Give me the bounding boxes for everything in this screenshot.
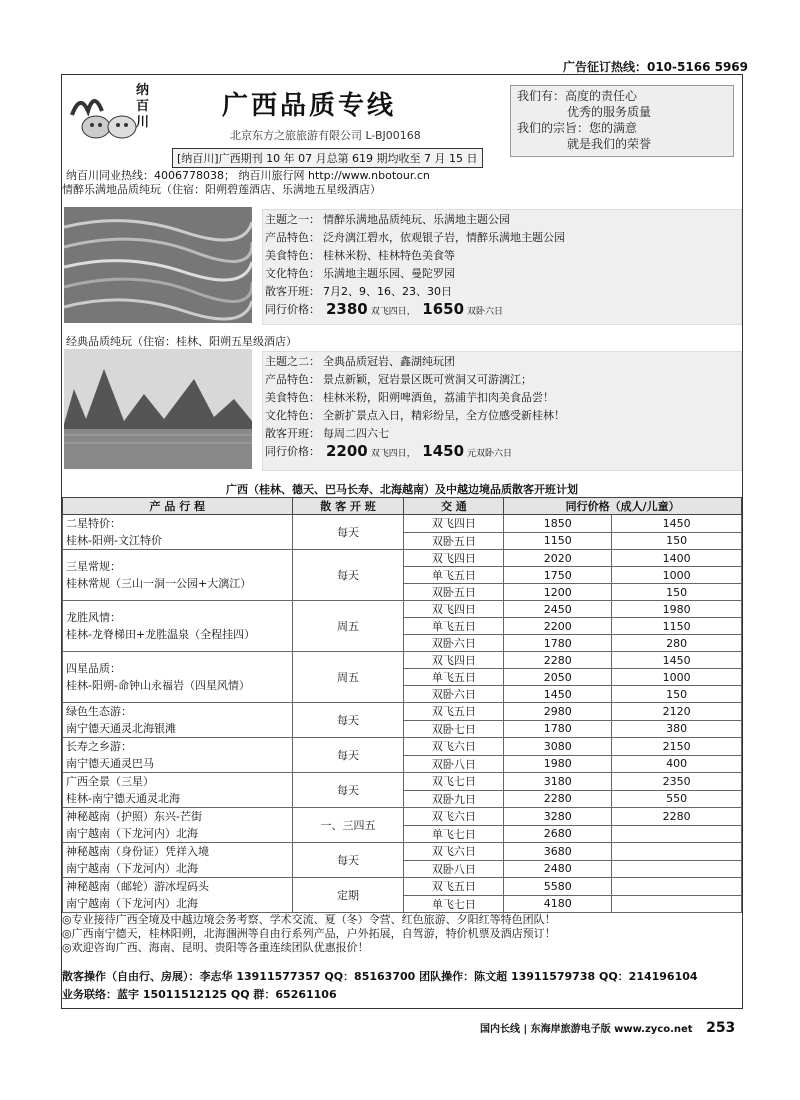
child-price: 1450: [422, 442, 465, 460]
adult-price-cell: 2480: [504, 860, 612, 878]
info-label: 文化特色：: [265, 409, 320, 422]
info-label: 主题之一：: [265, 213, 320, 226]
product-cell: [63, 773, 293, 808]
notes: [62, 913, 742, 955]
info-value: 7月2、9、16、23、30日: [323, 285, 452, 298]
child-price-cell: 150: [612, 686, 742, 703]
child-price-cell: [612, 825, 742, 843]
info-value: 全新扩景点入日，精彩纷呈，全方位感受新桂林！: [323, 409, 565, 422]
child-price-cell: [612, 860, 742, 878]
info-label: 美食特色：: [265, 391, 320, 404]
product-cell: [63, 878, 293, 913]
transport-cell: 双飞六日: [404, 843, 504, 861]
info-row: [263, 246, 741, 264]
info-label: 散客开班：: [265, 285, 320, 298]
transport-cell: 单飞七日: [404, 895, 504, 913]
info-label: 散客开班：: [265, 427, 320, 440]
adult-price-cell: 2680: [504, 825, 612, 843]
table-row: [63, 843, 742, 861]
col-header-price: 同行价格（成人/儿童）: [504, 498, 742, 515]
child-price-cell: 1000: [612, 669, 742, 686]
child-price-cell: 280: [612, 635, 742, 652]
adult-price-note: 双飞四日，: [370, 449, 416, 459]
company-name: 北京东方之旅旅游有限公司 L-BJ00168: [230, 129, 421, 142]
adult-price: 2200: [326, 442, 368, 460]
price-label: 同行价格：: [265, 445, 320, 458]
table-row: [63, 773, 742, 791]
child-price-cell: 400: [612, 755, 742, 773]
operators: [62, 968, 742, 1004]
adult-price: 2380: [326, 300, 368, 318]
product-cell: [63, 550, 293, 601]
schedule-cell: 每天: [292, 515, 404, 550]
adult-price-cell: 1750: [504, 567, 612, 584]
info-row: [263, 282, 741, 300]
transport-cell: 双卧五日: [404, 584, 504, 601]
info-value: 乐满地主题乐园、曼陀罗园: [323, 267, 455, 280]
product-cell: [63, 652, 293, 703]
price-row: [263, 300, 741, 318]
info-value: 全典品质冠岩、鑫湖纯玩团: [323, 355, 455, 368]
col-header-product: 产 品 行 程: [63, 498, 293, 515]
adult-price-cell: 2280: [504, 652, 612, 669]
transport-cell: 单飞五日: [404, 618, 504, 635]
price-label: 同行价格：: [265, 303, 320, 316]
ops-line: 业务联络：蓝宇 15011512125 QQ 群：65261106: [62, 988, 337, 1001]
transport-cell: 双飞五日: [404, 878, 504, 896]
note-line: ◎广西南宁德天，桂林阳朔，北海涠洲等自由行系列产品，户外拓展，自驾游，特价机票及酒店预订！: [62, 927, 556, 940]
col-header-transport: 交 通: [404, 498, 504, 515]
info-value: 桂林米粉、桂林特色美食等: [323, 249, 455, 262]
adult-price-cell: 2450: [504, 601, 612, 618]
info-row: [263, 228, 741, 246]
info-label: 主题之二：: [265, 355, 320, 368]
info-row: [263, 406, 741, 424]
adult-price-cell: 1980: [504, 755, 612, 773]
product-route: 桂林-龙脊梯田+龙胜温泉（全程挂四）: [66, 628, 256, 641]
transport-cell: 双飞五日: [404, 703, 504, 721]
transport-cell: 双卧六日: [404, 635, 504, 652]
col-header-schedule: 散 客 开 班: [292, 498, 404, 515]
product-name: 神秘越南（邮轮）游冰埕码头: [66, 880, 209, 893]
slogan-line: 优秀的服务质量: [567, 105, 652, 119]
adult-price-cell: 4180: [504, 895, 612, 913]
table-row: [63, 703, 742, 721]
transport-cell: 双卧六日: [404, 686, 504, 703]
transport-cell: 单飞七日: [404, 825, 504, 843]
info-value: 每周二四六七: [323, 427, 389, 440]
schedule-cell: 每天: [292, 738, 404, 773]
product-cell: [63, 808, 293, 843]
adult-price-cell: 1780: [504, 635, 612, 652]
product-route: 南宁德天通灵北海银滩: [66, 722, 176, 735]
route1-section-title: 情醉乐满地品质纯玩（住宿：阳朔碧莲酒店、乐满地五星级酒店）: [62, 183, 381, 196]
child-price-cell: 150: [612, 532, 742, 550]
issue-info: [纳百川]广西期刊 10 年 07 月总第 619 期均收至 7 月 15 日: [172, 148, 483, 168]
table-row: [63, 550, 742, 567]
schedule-cell: 每天: [292, 843, 404, 878]
ops-line: 散客操作（自由行、房展）：李志华 13911577357 QQ：85163700 团队操作：陈文超 13911579738 QQ：214196104: [62, 970, 698, 983]
child-price-note: 元双卧六日: [467, 449, 513, 459]
product-name: 二星特价：: [66, 517, 121, 530]
child-price-cell: [612, 895, 742, 913]
brand-name: 纳百川: [136, 83, 150, 130]
child-price-cell: 1980: [612, 601, 742, 618]
product-name: 神秘越南（身份证）凭祥入境: [66, 845, 209, 858]
adult-price-cell: 1780: [504, 720, 612, 738]
product-cell: [63, 738, 293, 773]
adult-price-cell: 2050: [504, 669, 612, 686]
info-value: 桂林米粉，阳朔啤酒鱼，荔浦芋扣肉美食品尝！: [323, 391, 554, 404]
slogan-box: [510, 85, 734, 157]
child-price-cell: [612, 843, 742, 861]
child-price-cell: 1400: [612, 550, 742, 567]
table-row: [63, 878, 742, 896]
route2: [62, 349, 742, 471]
child-price-cell: 550: [612, 790, 742, 808]
schedule-cell: 每天: [292, 773, 404, 808]
adult-price-cell: 1200: [504, 584, 612, 601]
product-route: 南宁德天通灵巴马: [66, 757, 154, 770]
adult-price-cell: 1150: [504, 532, 612, 550]
table-row: [63, 738, 742, 756]
route1-info: [262, 209, 742, 325]
route2-info: [262, 351, 742, 471]
adult-price-cell: 2200: [504, 618, 612, 635]
transport-cell: 双飞七日: [404, 773, 504, 791]
price-row: [263, 442, 741, 460]
brand-title: 广西品质专线: [222, 91, 397, 121]
slogan-line: 我们有：高度的责任心: [517, 89, 638, 103]
route1: [62, 207, 742, 325]
child-price-note: 双卧六日: [467, 307, 504, 317]
page-footer: [480, 1020, 735, 1036]
adult-price-note: 双飞四日，: [370, 307, 416, 317]
schedule-cell: 每天: [292, 703, 404, 738]
table-row: [63, 601, 742, 618]
adult-price-cell: 5580: [504, 878, 612, 896]
transport-cell: 双飞四日: [404, 601, 504, 618]
adult-price-cell: 1450: [504, 686, 612, 703]
transport-cell: 单飞五日: [404, 669, 504, 686]
lijiang-photo: [64, 349, 252, 469]
info-label: 产品特色：: [265, 373, 320, 386]
product-route: 桂林-南宁德天通灵北海: [66, 792, 180, 805]
product-name: 四星品质：: [66, 662, 121, 675]
child-price-cell: 1000: [612, 567, 742, 584]
schedule-banner: 广西（桂林、德天、巴马长寿、北海越南）及中越边境品质散客开班计划: [226, 483, 578, 496]
note-line: ◎欢迎咨询广西、海南、昆明、贵阳等各重连续团队优惠报价！: [62, 941, 369, 954]
adult-price-cell: 1850: [504, 515, 612, 533]
child-price-cell: 1450: [612, 515, 742, 533]
page-number: 253: [706, 1020, 736, 1036]
contact-line: 纳百川同业热线：4006778038； 纳百川旅行网 http://www.nbotour.cn: [66, 169, 430, 182]
adult-price-cell: 3680: [504, 843, 612, 861]
product-route: 南宁越南（下龙河内）北海: [66, 862, 198, 875]
adult-price-cell: 2020: [504, 550, 612, 567]
transport-cell: 单飞五日: [404, 567, 504, 584]
schedule-cell: 周五: [292, 652, 404, 703]
product-name: 三星常规：: [66, 560, 121, 573]
table-row: [63, 652, 742, 669]
product-name: 神秘越南（护照）东兴-芒街: [66, 810, 202, 823]
terraces-photo: [64, 207, 252, 323]
child-price-cell: 2280: [612, 808, 742, 826]
route2-section-title: 经典品质纯玩（住宿：桂林、阳朔五星级酒店）: [66, 335, 297, 348]
info-row: [263, 370, 741, 388]
transport-cell: 双飞四日: [404, 550, 504, 567]
table-header-row: [63, 498, 742, 515]
transport-cell: 双飞四日: [404, 652, 504, 669]
product-route: 南宁越南（下龙河内）北海: [66, 827, 198, 840]
schedule-cell: 一、三四五: [292, 808, 404, 843]
child-price-cell: [612, 878, 742, 896]
info-row: [263, 424, 741, 442]
info-row: [263, 210, 741, 228]
product-name: 广西全景（三星）: [66, 775, 154, 788]
table-row: [63, 515, 742, 533]
product-route: 桂林-阳朔-命钟山永福岩（四星风情）: [66, 679, 250, 692]
info-value: 情醉乐满地品质纯玩、乐满地主题公园: [323, 213, 510, 226]
product-name: 长寿之乡游：: [66, 740, 132, 753]
info-label: 美食特色：: [265, 249, 320, 262]
product-name: 绿色生态游：: [66, 705, 132, 718]
child-price-cell: 150: [612, 584, 742, 601]
ad-hotline: 广告征订热线：010-5166 5969: [562, 60, 748, 74]
adult-price-cell: 2980: [504, 703, 612, 721]
child-price-cell: 2350: [612, 773, 742, 791]
header: [62, 75, 742, 196]
slogan-line: 我们的宗旨：您的满意: [517, 121, 638, 135]
child-price-cell: 1150: [612, 618, 742, 635]
product-cell: [63, 843, 293, 878]
footer-text: 国内长线 | 东海岸旅游电子版 www.zyco.net: [480, 1024, 693, 1035]
route-table: [62, 497, 742, 913]
adult-price-cell: 3280: [504, 808, 612, 826]
transport-cell: 双飞四日: [404, 515, 504, 533]
transport-cell: 双卧五日: [404, 532, 504, 550]
product-route: 南宁越南（下龙河内）北海: [66, 897, 198, 910]
info-value: 泛舟漓江碧水，依观银子岩，情醉乐满地主题公园: [323, 231, 565, 244]
adult-price-cell: 3180: [504, 773, 612, 791]
brand-logo: [66, 81, 172, 143]
schedule-cell: 周五: [292, 601, 404, 652]
product-cell: [63, 515, 293, 550]
note-line: ◎专业接待广西全境及中越边境会务考察、学术交流、夏（冬）令营、红色旅游、夕阳红等特色团队！: [62, 913, 556, 926]
info-row: [263, 264, 741, 282]
transport-cell: 双卧九日: [404, 790, 504, 808]
child-price-cell: 1450: [612, 652, 742, 669]
info-label: 文化特色：: [265, 267, 320, 280]
schedule-cell: 每天: [292, 550, 404, 601]
child-price-cell: 380: [612, 720, 742, 738]
transport-cell: 双卧八日: [404, 860, 504, 878]
transport-cell: 双卧七日: [404, 720, 504, 738]
product-cell: [63, 601, 293, 652]
schedule-cell: 定期: [292, 878, 404, 913]
child-price-cell: 2150: [612, 738, 742, 756]
child-price: 1650: [422, 300, 465, 318]
child-price-cell: 2120: [612, 703, 742, 721]
transport-cell: 双飞六日: [404, 738, 504, 756]
product-route: 桂林-阳朔-文江特价: [66, 534, 162, 547]
adult-price-cell: 3080: [504, 738, 612, 756]
info-label: 产品特色：: [265, 231, 320, 244]
transport-cell: 双卧八日: [404, 755, 504, 773]
slogan-line: 就是我们的荣誉: [567, 137, 652, 151]
product-route: 桂林常规（三山一洞一公园+大漓江）: [66, 577, 252, 590]
product-name: 龙胜风情：: [66, 611, 121, 624]
info-row: [263, 352, 741, 370]
info-value: 景点新颖，冠岩景区既可赏洞又可游漓江；: [323, 373, 532, 386]
transport-cell: 双飞六日: [404, 808, 504, 826]
adult-price-cell: 2280: [504, 790, 612, 808]
table-row: [63, 808, 742, 826]
info-row: [263, 388, 741, 406]
product-cell: [63, 703, 293, 738]
